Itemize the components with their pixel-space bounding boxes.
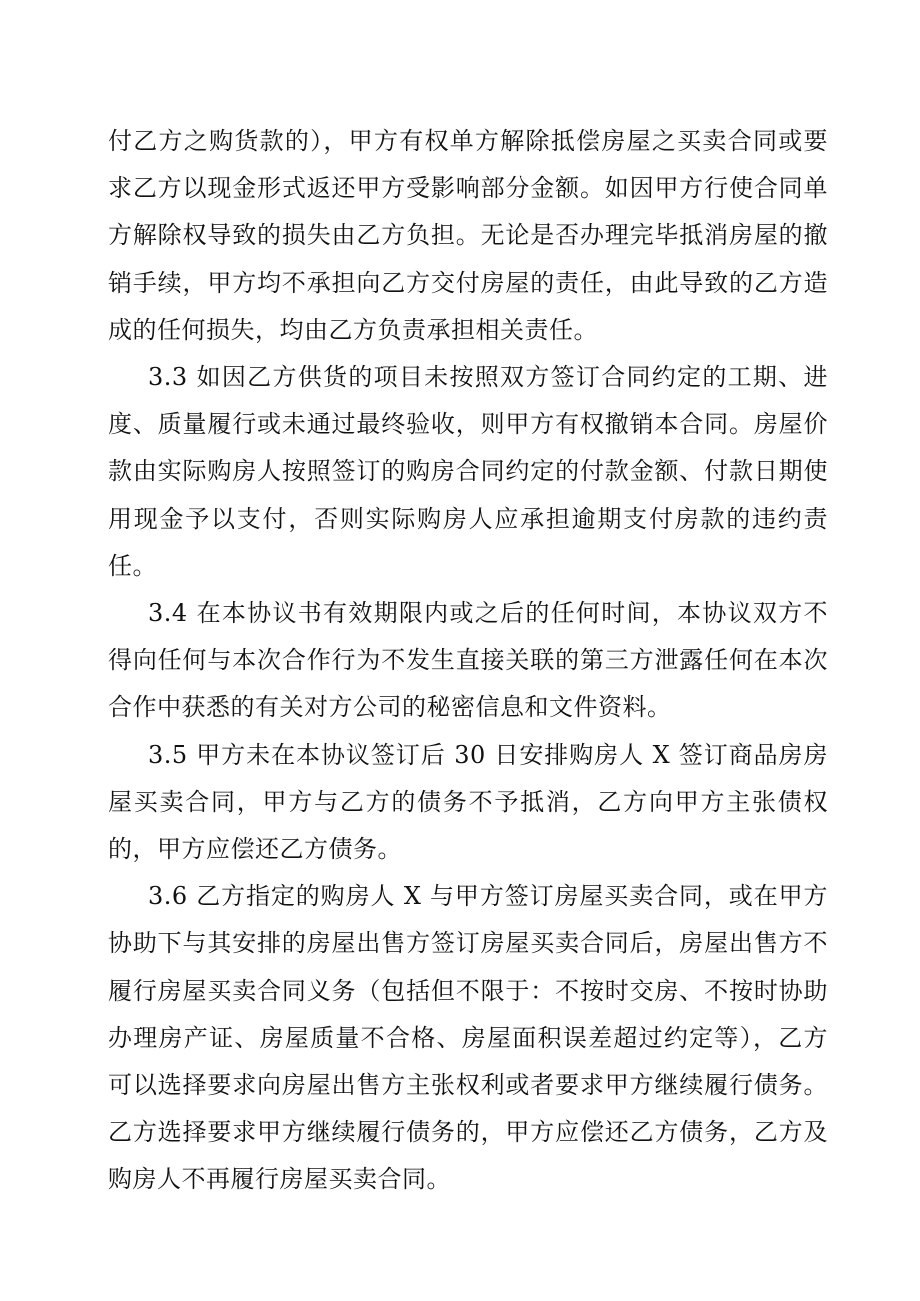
paragraph-clause-3-5: 3.5 甲方未在本协议签订后 30 日安排购房人 X 签订商品房房屋买卖合同，甲方与乙方的债务不予抵消，乙方向甲方主张债权的，甲方应偿还乙方债务。 [108, 740, 828, 864]
document-page [108, 118, 828, 1204]
paragraph-clause-3-6: 3.6 乙方指定的购房人 X 与甲方签订房屋买卖合同，或在甲方协助下与其安排的房屋出售方签订房屋买卖合同后，房屋出售方不履行房屋买卖合同义务（包括但不限于：不按时交房、不按时协助办理房产证、房屋质量不合格、房屋面积误差超过约定等），乙方可以选择要求向房屋出售方主张权利或者要求甲方继续履行债务。乙方选择要求甲方继续履行债务的，甲方应偿还乙方债务，乙方及购房人不再履行房屋买卖合同。 [108, 882, 828, 1194]
paragraph-continuation: 付乙方之购货款的），甲方有权单方解除抵偿房屋之买卖合同或要求乙方以现金形式返还甲方受影响部分金额。如因甲方行使合同单方解除权导致的损失由乙方负担。无论是否办理完毕抵消房屋的撤销手续，甲方均不承担向乙方交付房屋的责任，由此导致的乙方造成的任何损失，均由乙方负责承担相关责任。 [108, 127, 828, 344]
paragraph-clause-3-3: 3.3 如因乙方供货的项目未按照双方签订合同约定的工期、进度、质量履行或未通过最终验收，则甲方有权撤销本合同。房屋价款由实际购房人按照签订的购房合同约定的付款金额、付款日期使用现金予以支付，否则实际购房人应承担逾期支付房款的违约责任。 [108, 363, 828, 580]
paragraph-clause-3-4: 3.4 在本协议书有效期限内或之后的任何时间，本协议双方不得向任何与本次合作行为不发生直接关联的第三方泄露任何在本次合作中获悉的有关对方公司的秘密信息和文件资料。 [108, 599, 828, 722]
